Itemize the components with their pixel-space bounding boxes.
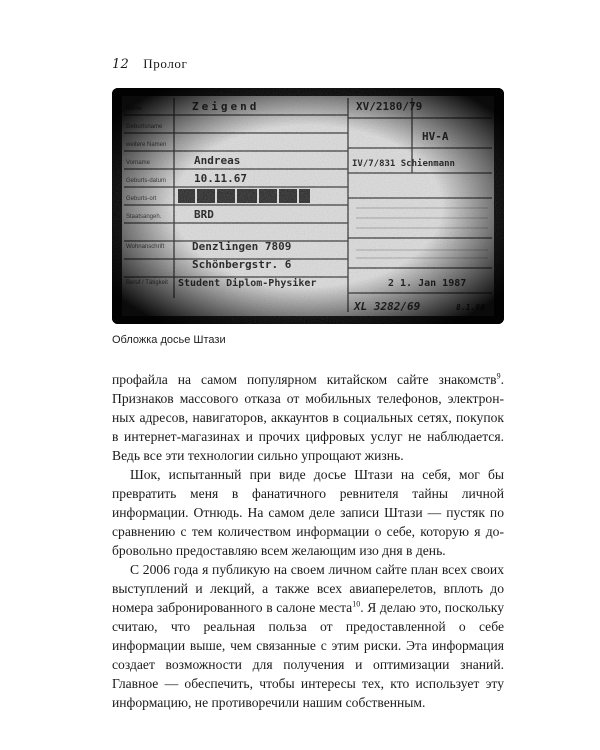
text-line: превратить меня в фанатичного ревнителя тайны личной (112, 486, 504, 501)
text-line: информацию, не противоречили нашим собственным. (112, 695, 426, 710)
text-line: профайла на самом популярном китайском сайте знакомств (112, 372, 497, 387)
footnote-ref: 10 (352, 599, 361, 609)
chapter-title: Пролог (143, 56, 188, 71)
text-line: их выступлений и лекций, а также всех авиаперелетов, вплоть (112, 562, 504, 596)
footnote-ref: 9 (496, 371, 501, 381)
text-line: информации. Отнюдь. На самом деле записи Штази — пустяк по (112, 505, 504, 520)
text-line: пок в интернет-магазинах и прочих цифровых услуг не наблюда (112, 410, 504, 444)
body-text (112, 370, 504, 712)
paragraph: профайла на самом популярном китайском сайте знакомств$^9$. Признаков массового отказа от мобильных телефонов, электронных адресов, навигаторов, аккаунтов в социальных сетях, покупок в интернет-магазинах и прочих цифровых услуг не наблюдается. Ведь все эти технологии сильно упрощают жизнь. (112, 371, 504, 463)
page-number: 12 (112, 57, 129, 72)
text-line: бровольно предоставляю всем желающим изо дня в день. (112, 543, 446, 558)
text-line: скольку считаю, что реальная польза от предоставленной о себе (112, 600, 504, 634)
stasi-file-photo (112, 88, 504, 324)
text-line: С 2006 года я публикую на своем личном сайте план всех сво (130, 562, 490, 577)
stasi-file-card-image (112, 88, 504, 324)
text-line: ция создает возможности для получения и оптимизации знаний. (112, 638, 504, 672)
paragraph (112, 465, 504, 560)
text-line: сравнению с тем количеством информации о себе, которую я до (112, 524, 504, 539)
text-line: информации выше, чем связанные с этим риски. Эта информа (112, 638, 484, 653)
text-line: до номера забронированного в салоне места (112, 581, 504, 615)
running-head (112, 56, 187, 72)
text-line: Шок, испытанный при виде досье Штази на себя, мог бы (130, 467, 504, 482)
text-line: Главное — обеспечить, чтобы интересы тех, кто использует эту (112, 676, 504, 691)
text-line: Признаков массового отказа от мобильных телефонов, электрон (112, 391, 504, 406)
text-line: ется. Ведь все эти технологии сильно упрощают жизнь. (112, 429, 504, 463)
text-line: Я делаю это, по (363, 600, 460, 615)
figure-caption: Обложка досье Штази (112, 334, 226, 346)
text-line: ных адресов, навигаторов, аккаунтов в социальных сетях, поку (112, 410, 484, 425)
paragraph: С 2006 года я публикую на своем личном сайте план всех своих выступлений и лекций, а также всех авиаперелетов, вплоть до номера забронированного в салоне места$^{10}$. Я делаю это, поскольку считаю, что реальная польза от предоставленной о себе информации выше, чем связанные с этим риски. Эта информация создает возможности для получения и оптимизации знаний. Главное — обеспечить, чтобы интересы тех, кто использует эту информацию, не противоречили нашим собственным. (112, 562, 504, 710)
